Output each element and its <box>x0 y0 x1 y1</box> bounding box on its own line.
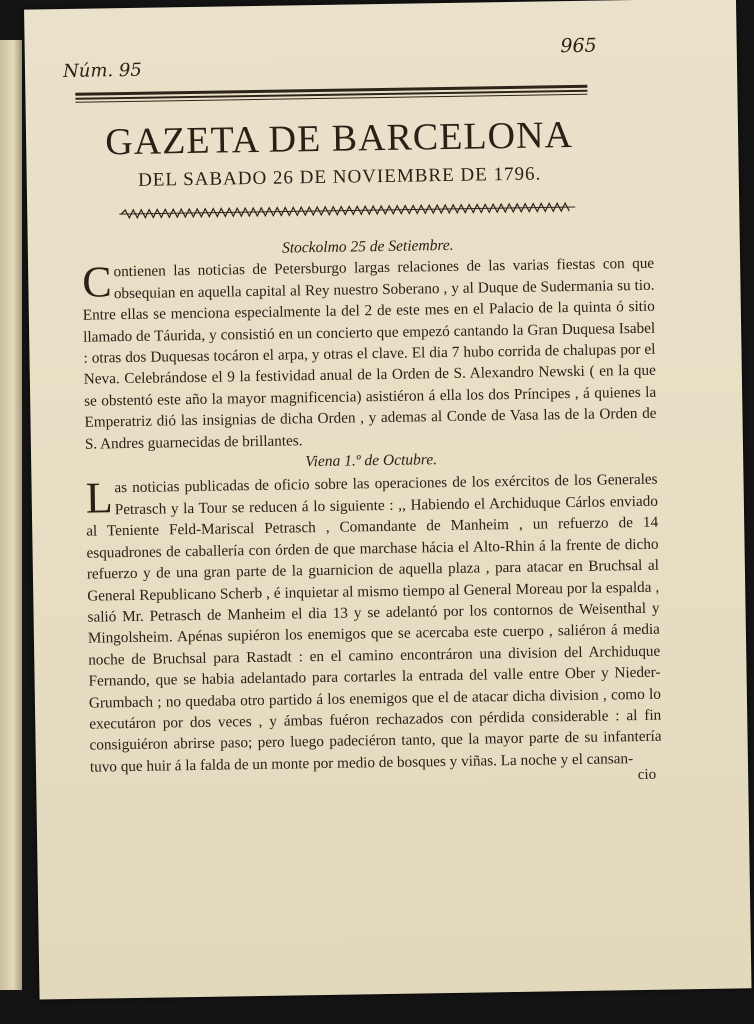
issue-number: Núm. 95 <box>62 59 142 82</box>
page-number: 965 <box>560 34 597 58</box>
article-dateline: Viena 1.º de Octubre. <box>305 451 438 471</box>
catchword: cio <box>637 766 657 784</box>
article-paragraph <box>82 253 657 455</box>
drop-cap: C <box>81 257 113 308</box>
article-text: ontienen las noticias de Petersburgo largas relaciones de las varias fiestas con que obsequian en aquella capital al Rey nuestro Soberano , y al Duque de Sudermania su tio. Entre ellas se menciona especialmente la del 2 de este mes en el Palacio de la quinta ó sitio llamado de Táurida, y consistió en un concierto que empezó cantando la Gran Duquesa Isabel : otras dos Duquesas tocáron el arpa, y otras el clave. El dia 7 hubo corrida de chalupas por el Neva. Celebrándose el 9 la festividad anual de la Orden de S. Alexandro Newski ( en la que se obstentó este año la mayor magnificencia) asistiéron á ella los dos Príncipes , á quienes la Emperatriz dió las insignias de dicha Orden , y ademas al Conde de Vasa las de la Orden de S. Andres guarnecidas de brillantes. <box>82 255 657 453</box>
newspaper-page <box>24 0 751 999</box>
article-text: as noticias publicadas de oficio sobre las operaciones de los exércitos de los Generales Petrasch y la Tour se reducen á lo siguiente : ,, Habiendo el Archiduque Cárlos enviado al Teniente Feld-Mariscal Petrasch , Comandante de Manheim , un refuerzo de 14 esquadrones de caballería con órden de que marchase hácia el Alto-Rhin á la frente de dicho refuerzo y de una gran parte de la guarnicion de aquella plaza , para atacar en Bruchsal al General Republicano Scherb , é inquietar al mismo tiempo al General Moreau por la espalda , salió Mr. Petrasch de Manheim el dia 13 y se adelantó por los contornos de Weisenthal y Mingolsheim. Apénas supiéron los enemigos que se acercaba este cuerpo , saliéron á media noche de Bruchsal para Rastadt : en el camino encontráron una division del Archiduque Fernando, que se habia adelantado para cortarles la entrada del valle entre Ober y Nieder-Grumbach ; no quedaba otro partido á los enemigos que el de atacar dicha division , como lo executáron por dos veces , y ámbas fuéron rechazados con pérdida considerable : al fin consiguiéron abrirse paso; pero luego padeciéron tanto, que la mayor parte de su infantería tuvo que huir á la falda de un monte por medio de bosques y viñas. La noche y el cansan- <box>86 471 662 776</box>
drop-cap: L <box>85 473 114 524</box>
article-body <box>82 232 663 795</box>
ornament-divider <box>117 201 577 220</box>
masthead-title: GAZETA DE BARCELONA <box>104 113 574 164</box>
article-paragraph <box>85 469 662 778</box>
masthead-rule <box>75 85 587 102</box>
issue-date: DEL SABADO 26 DE NOVIEMBRE DE 1796. <box>137 163 542 191</box>
article-dateline: Stockolmo 25 de Setiembre. <box>281 236 454 257</box>
facing-page-edge <box>0 40 22 990</box>
